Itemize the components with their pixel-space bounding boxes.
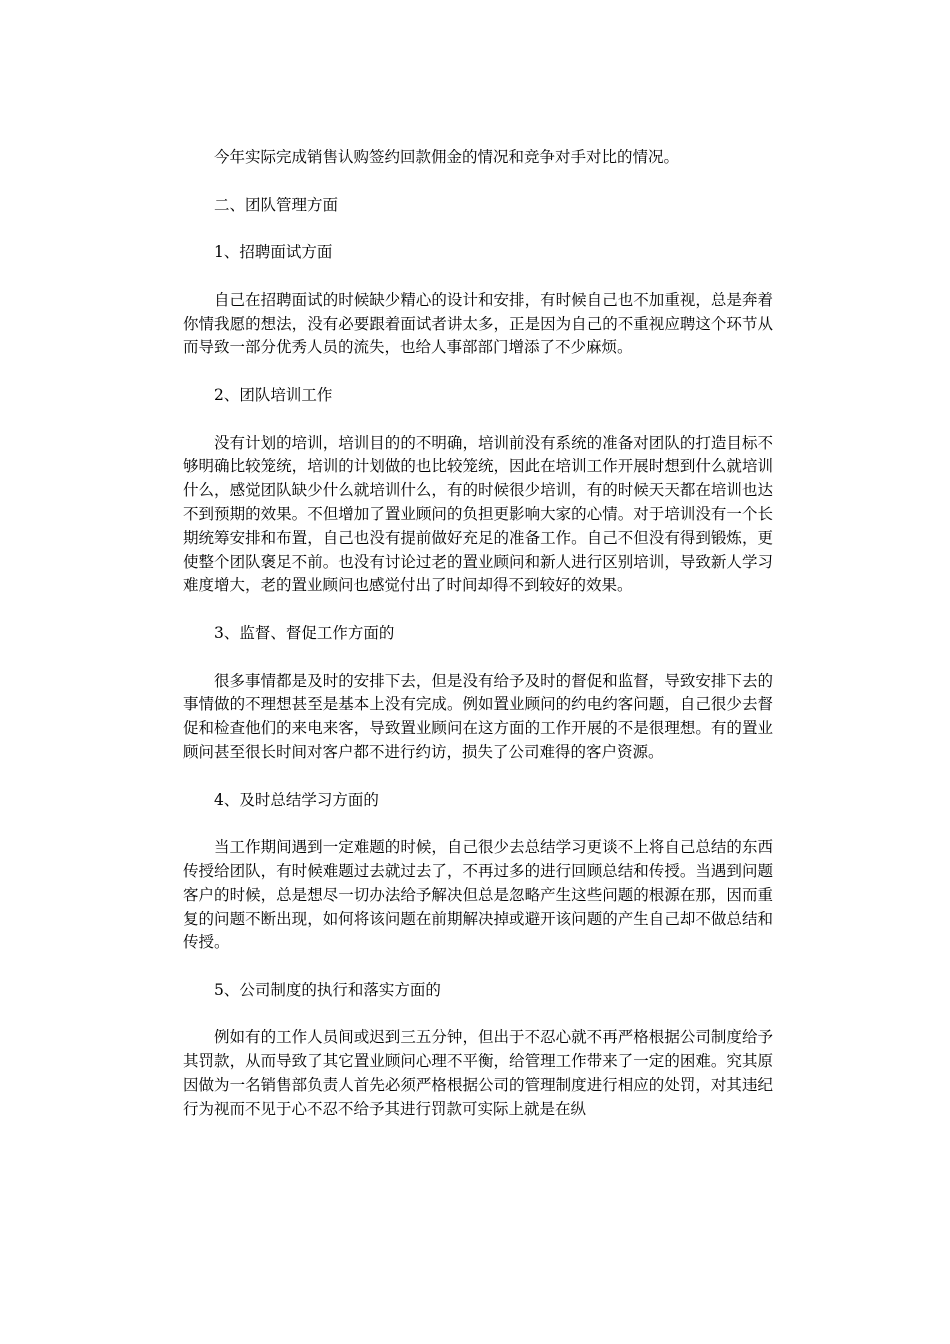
paragraph-training: 没有计划的培训，培训目的的不明确，培训前没有系统的准备对团队的打造目标不够明确比较笼统，培训的计划做的也比较笼统，因此在培训工作开展时想到什么就培训什么，感觉团队缺少什么就培训什么，有的时候很少培训，有的时候天天都在培训也达不到预期的效果。不但增加了置业顾问的负担更影响大家的心情。对于培训没有一个长期统筹安排和布置，自己也没有提前做好充足的准备工作。自己不但没有得到锻炼，更使整个团队褒足不前。也没有讨论过老的置业顾问和新人进行区别培训，导致新人学习难度增大，老的置业顾问也感觉付出了时间却得不到较好的效果。 <box>183 433 773 595</box>
subheading-training: 2、团队培训工作 <box>214 385 333 404</box>
paragraph-summary: 今年实际完成销售认购签约回款佣金的情况和竞争对手对比的情况。 <box>214 148 680 166</box>
section-heading-team-management: 二、团队管理方面 <box>214 195 339 214</box>
paragraph-policy-execution: 例如有的工作人员间或迟到三五分钟，但出于不忍心就不再严格根据公司制度给予其罚款，从而导致了其它置业顾问心理不平衡，给管理工作带来了一定的困难。究其原因做为一名销售部负责人首先必须严格根据公司的管理制度进行相应的处罚，对其违纪行为视而不见于心不忍不给予其进行罚款可实际上就是在纵 <box>183 1028 773 1118</box>
paragraph-recruitment: 自己在招聘面试的时候缺少精心的设计和安排，有时候自己也不加重视，总是奔着你情我愿的想法，没有必要跟着面试者讲太多，正是因为自己的不重视应聘这个环节从而导致一部分优秀人员的流失，也给人事部部门增添了不少麻烦。 <box>183 290 773 357</box>
document-page <box>183 146 773 1145</box>
paragraph-supervision: 很多事情都是及时的安排下去，但是没有给予及时的督促和监督，导致安排下去的事情做的不理想甚至是基本上没有完成。例如置业顾问的约电约客问题，自己很少去督促和检查他们的来电来客，导致置业顾问在这方面的工作开展的不是很理想。有的置业顾问甚至很长时间对客户都不进行约访，损失了公司难得的客户资源。 <box>183 671 773 761</box>
paragraph-summary-learning: 当工作期间遇到一定难题的时候，自己很少去总结学习更谈不上将自己总结的东西传授给团队，有时候难题过去就过去了，不再过多的进行回顾总结和传授。当遇到问题客户的时候，总是想尽一切办法给予解决但总是忽略产生这些问题的根源在那，因而重复的问题不断出现，如何将该问题在前期解决掉或避开该问题的产生自己却不做总结和传授。 <box>183 838 773 952</box>
subheading-summary-learning: 4、及时总结学习方面的 <box>214 790 379 809</box>
subheading-supervision: 3、监督、督促工作方面的 <box>214 623 395 642</box>
subheading-recruitment: 1、招聘面试方面 <box>214 243 333 262</box>
subheading-policy-execution: 5、公司制度的执行和落实方面的 <box>214 980 441 999</box>
